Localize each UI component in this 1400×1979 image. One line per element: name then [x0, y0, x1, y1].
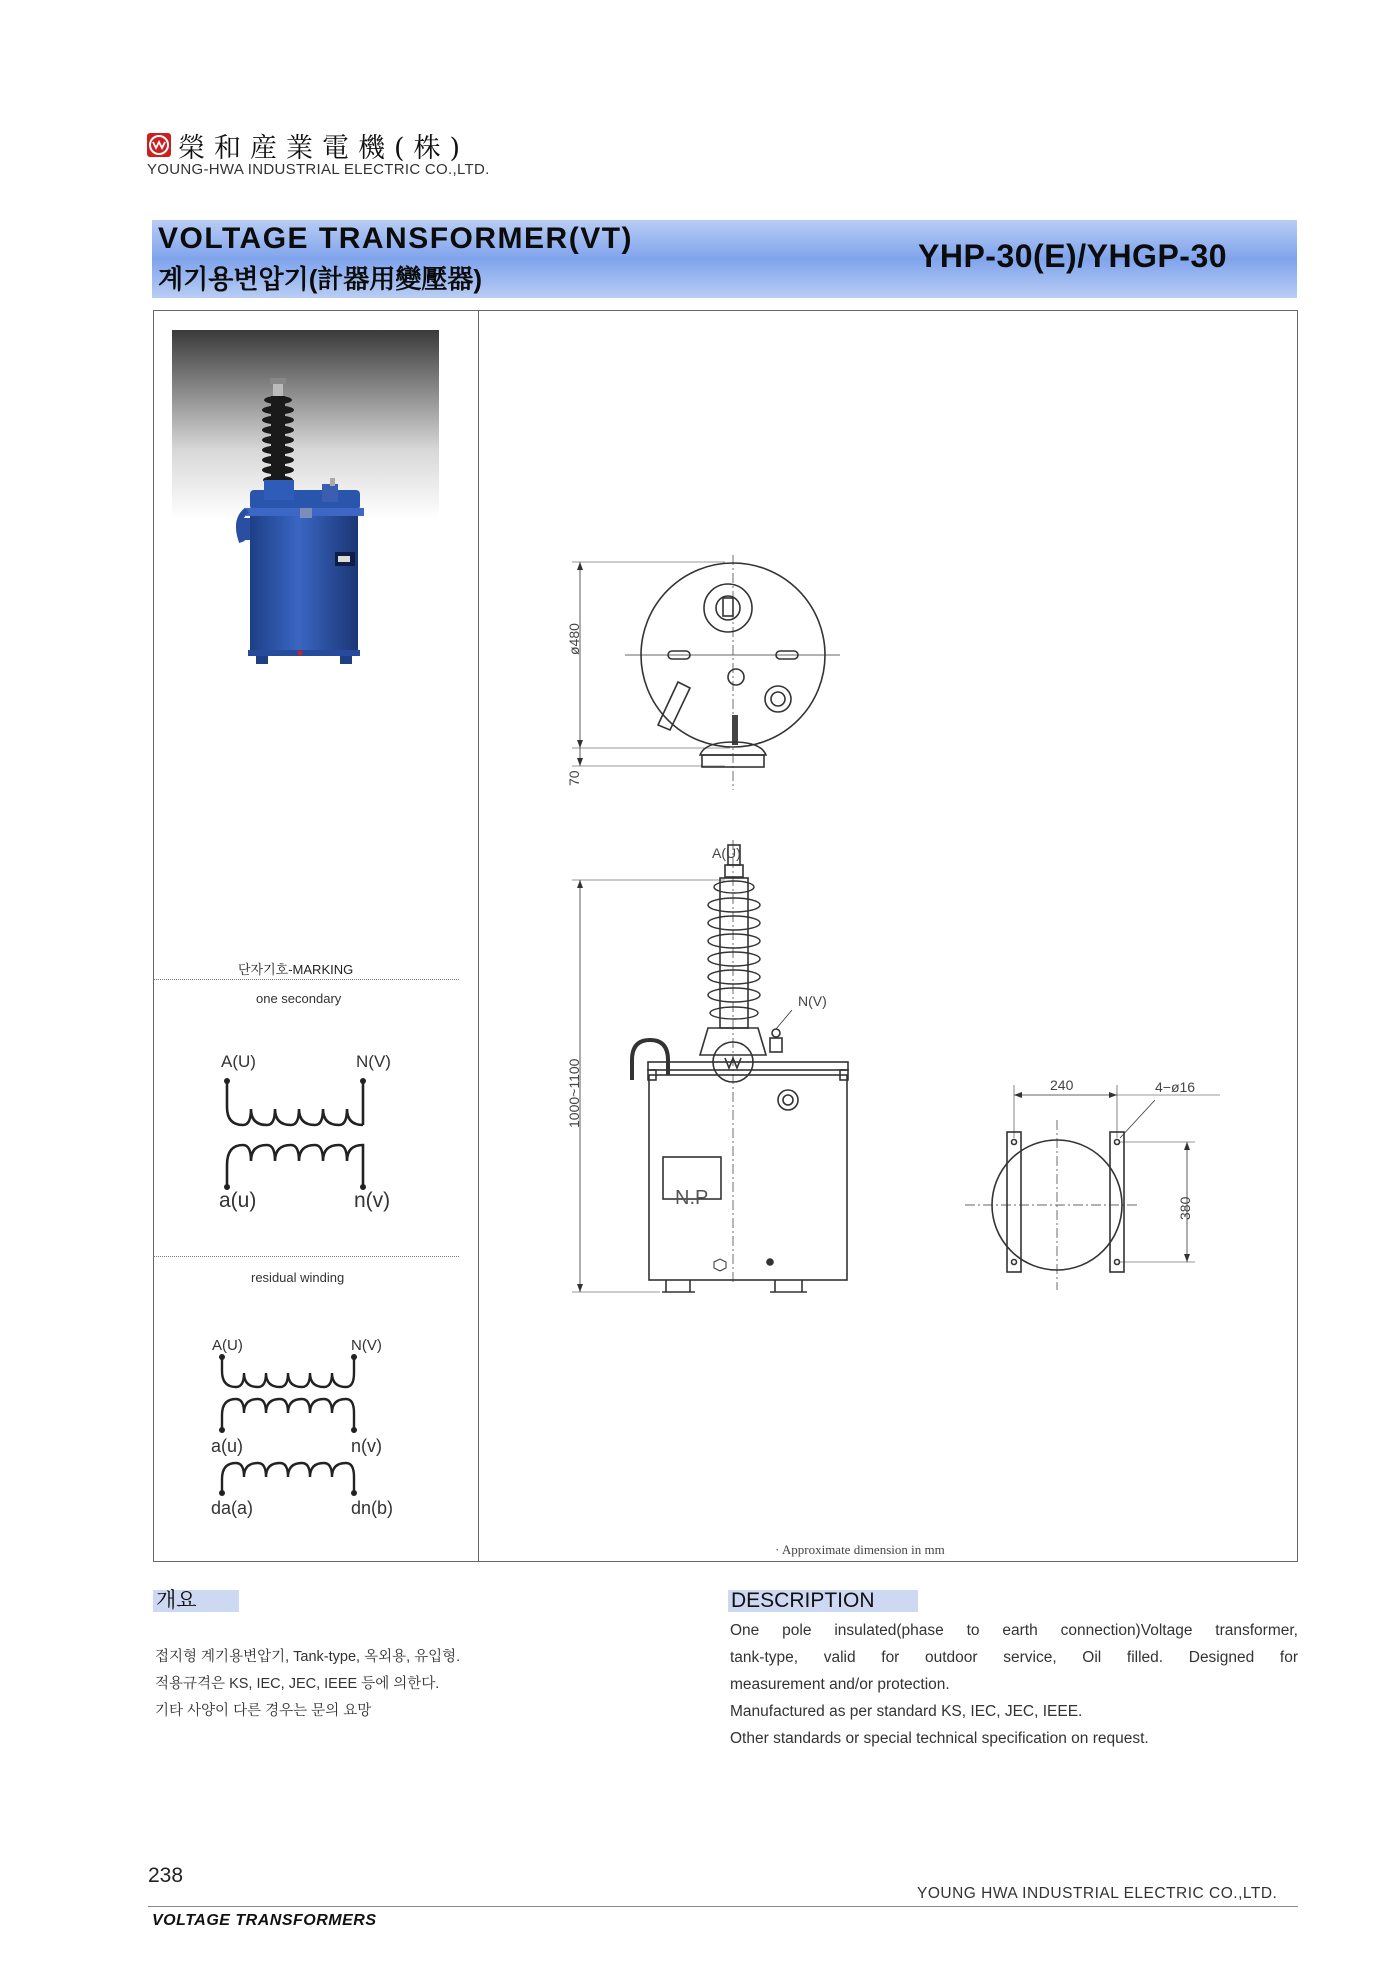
- terminal-label-A: A(U): [221, 1052, 256, 1071]
- terminal-label-n: n(v): [354, 1189, 391, 1212]
- rw-label-A: A(U): [212, 1337, 243, 1354]
- company-logo-icon: [147, 133, 171, 157]
- description-line-5: Other standards or special technical specification on request.: [730, 1730, 1149, 1747]
- model-number: YHP-30(E)/YHGP-30: [918, 238, 1228, 274]
- residual-winding-label: residual winding: [251, 1270, 345, 1285]
- marking-title: 단자기호-MARKING: [238, 962, 354, 977]
- page-number: 238: [148, 1864, 184, 1887]
- description-line-2: tank-type, valid for outdoor service, Oil filled. Designed for: [730, 1649, 1298, 1666]
- dimension-note: · Approximate dimension in mm: [775, 1542, 945, 1557]
- panel-divider: [478, 310, 479, 1562]
- dim-height: 1000~1100: [566, 1058, 582, 1128]
- marking-divider: [153, 979, 459, 980]
- overview-line-3: 기타 사양이 다른 경우는 문의 요망: [155, 1703, 372, 1719]
- dim-base-240: 240: [1050, 1077, 1074, 1093]
- description-heading: DESCRIPTION: [728, 1590, 918, 1612]
- footer-rule: [148, 1906, 1298, 1907]
- terminal-N-label: N(V): [798, 993, 827, 1009]
- description-line-3: measurement and/or protection.: [730, 1676, 950, 1693]
- footer-company: YOUNG HWA INDUSTRIAL ELECTRIC CO.,LTD.: [917, 1885, 1278, 1902]
- company-name-english: YOUNG-HWA INDUSTRIAL ELECTRIC CO.,LTD.: [147, 161, 490, 178]
- residual-divider: [153, 1256, 459, 1257]
- description-line-4: Manufactured as per standard KS, IEC, JEC, IEEE.: [730, 1703, 1083, 1720]
- footer-section-label: VOLTAGE TRANSFORMERS: [152, 1912, 377, 1929]
- company-name-korean: 榮和産業電機(株): [178, 133, 470, 164]
- overview-line-2: 적용규격은 KS, IEC, JEC, IEEE 등에 의한다.: [155, 1676, 440, 1692]
- residual-winding-diagram: [190, 1335, 400, 1515]
- product-photo: [172, 330, 439, 674]
- dim-base-380: 380: [1177, 1196, 1193, 1220]
- page-title-korean: 계기용변압기(計器用變壓器): [158, 264, 483, 294]
- rw-label-N: N(V): [351, 1337, 382, 1354]
- description-line-1: One pole insulated(phase to earth connection)Voltage transformer,: [730, 1622, 1298, 1639]
- dim-diameter-480: ø480: [566, 623, 582, 655]
- terminal-label-a: a(u): [219, 1189, 257, 1212]
- rw-label-n: n(v): [351, 1436, 382, 1456]
- dim-holes: 4−ø16: [1155, 1079, 1196, 1095]
- overview-heading: 개요: [153, 1590, 239, 1612]
- rw-label-da: da(a): [211, 1498, 254, 1518]
- one-secondary-label: one secondary: [256, 991, 342, 1006]
- dim-base-70: 70: [566, 770, 582, 786]
- page-title: VOLTAGE TRANSFORMER(VT): [158, 222, 634, 255]
- nameplate-label: N.P: [675, 1187, 709, 1209]
- terminal-A-label: A(U): [712, 845, 741, 861]
- rw-label-dn: dn(b): [351, 1498, 394, 1518]
- rw-label-a: a(u): [211, 1436, 244, 1456]
- dimension-drawing: [540, 540, 1280, 1310]
- terminal-label-N: N(V): [356, 1052, 391, 1071]
- overview-line-1: 접지형 계기용변압기, Tank-type, 옥외용, 유입형.: [155, 1649, 461, 1665]
